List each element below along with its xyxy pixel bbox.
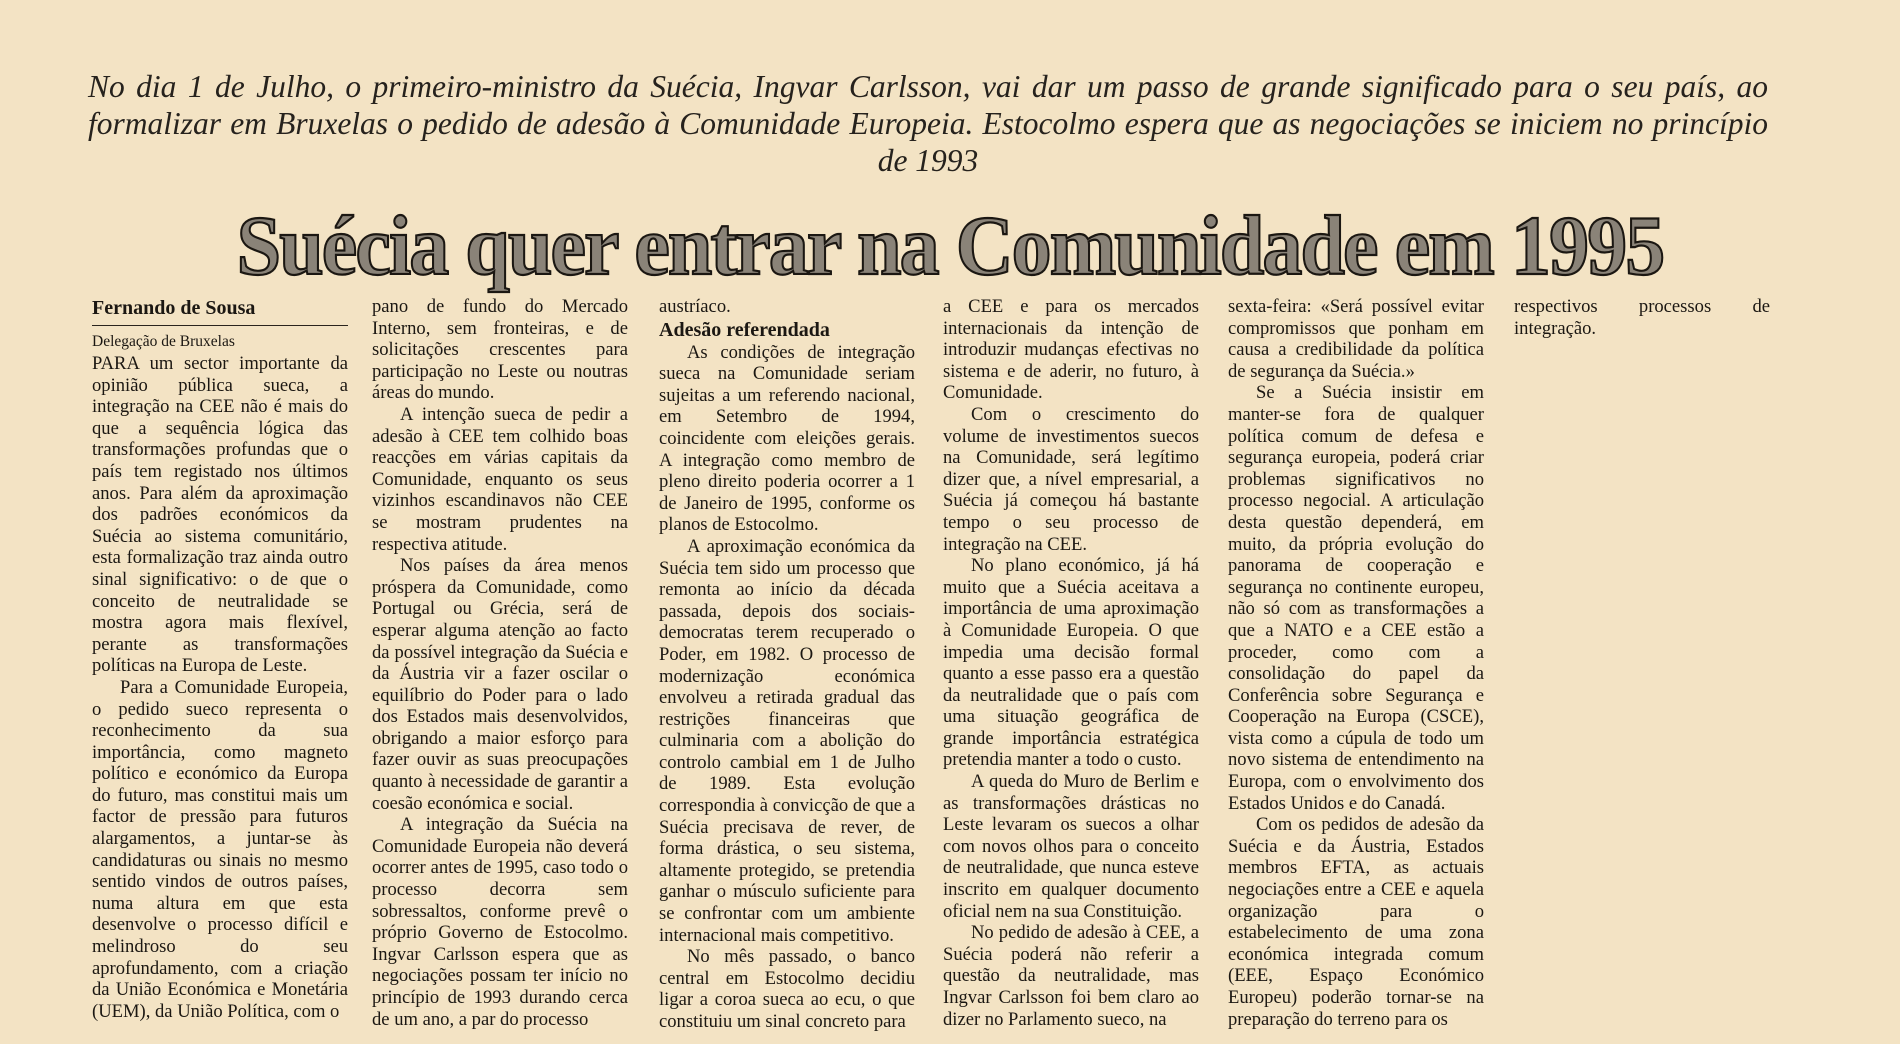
paragraph: austríaco. xyxy=(659,296,731,317)
paragraph: No plano económico, já há muito que a Suécia aceitava a importância de uma aproximação à Comunidade Europeia. O que impedia uma decisão formal quanto a esse passo era a questão da neutralidade que o país com uma situação geográfica de grande importância estratégica pretendia manter a todo o custo. xyxy=(943,555,1199,771)
paragraph: a CEE e para os mercados internacionais da intenção de introduzir mudanças efectivas no sistema e de aderir, no futuro, à Comunidade. xyxy=(943,296,1199,404)
subheading: Adesão referendada xyxy=(659,318,830,341)
byline-rule xyxy=(92,325,348,326)
paragraph: Com os pedidos de adesão da Suécia e da Áustria, Estados membros EFTA, as actuais negociações entre a CEE e aquela organização para o estabelecimento de uma zona económica integrada comum (EEE, Espaço Económico Europeu) poderão tornar-se na preparação do terreno para os xyxy=(1228,814,1484,1030)
dateline: Delegação de Bruxelas xyxy=(92,333,235,350)
column-4 xyxy=(943,296,1199,1030)
paragraph: A intenção sueca de pedir a adesão à CEE tem colhido boas reacções em várias capitais da Comunidade, enquanto os seus vizinhos escandinavos não CEE se mostram prudentes na respectiva atitude. xyxy=(372,403,628,555)
column-5 xyxy=(1228,296,1484,1030)
paragraph: Com o crescimento do volume de investimentos suecos na Comunidade, será legítimo dizer que, a nível empresarial, a Suécia já começou há bastante tempo o seu processo de integração na CEE. xyxy=(943,403,1199,555)
paragraph: Para a Comunidade Europeia, o pedido sueco representa o reconhecimento da sua importância, como magneto político e económico da Europa do futuro, mas constitui mais um factor de pressão para futuros alargamentos, a juntar-se às candidaturas ou sinais no mesmo sentido vindos de outros países, numa altura em que esta desenvolve o processo difícil e melindroso do seu aprofundamento, com a criação da União Económica e Monetária (UEM), da União Política, com o xyxy=(92,676,348,1022)
paragraph: sexta-feira: «Será possível evitar compromissos que ponham em causa a credibilidade da política de segurança da Suécia.» xyxy=(1228,296,1484,382)
paragraph: A queda do Muro de Berlim e as transformações drásticas no Leste levaram os suecos a olhar com novos olhos para o conceito de neutralidade, que nunca esteve inscrito em qualquer documento oficial nem na sua Constituição. xyxy=(943,771,1199,922)
column-1 xyxy=(92,296,348,1022)
column-3 xyxy=(659,296,915,1033)
column-2 xyxy=(372,296,628,1030)
paragraph: A integração da Suécia na Comunidade Europeia não deverá ocorrer antes de 1995, caso todo o processo decorra sem sobressaltos, conforme prevê o próprio Governo de Estocolmo. Ingvar Carlsson espera que as negociações possam ter início no princípio de 1993 durando cerca de um ano, a par do processo xyxy=(372,814,628,1030)
paragraph: pano de fundo do Mercado Interno, sem fronteiras, e de solicitações crescentes para participação no Leste ou noutras áreas do mundo. xyxy=(372,296,628,404)
paragraph: As condições de integração sueca na Comunidade seriam sujeitas a um referendo nacional, em Setembro de 1994, coincidente com eleições gerais. A integração como membro de pleno direito poderia ocorrer a 1 de Janeiro de 1995, conforme os planos de Estocolmo. xyxy=(659,341,915,536)
column-6 xyxy=(1514,296,1770,339)
paragraph: respectivos processos de integração. xyxy=(1514,296,1770,339)
paragraph: No mês passado, o banco central em Estocolmo decidiu ligar a coroa sueca ao ecu, o que constituiu um sinal concreto para xyxy=(659,946,915,1032)
paragraph: Nos países da área menos próspera da Comunidade, como Portugal ou Grécia, será de esperar alguma atenção ao facto da possível integração da Suécia e da Áustria vir a fazer oscilar o equilíbrio do Poder para o lado dos Estados mais desenvolvidos, obrigando a maior esforço para fazer ouvir as suas preocupações quanto à necessidade de garantir a coesão económica e social. xyxy=(372,555,628,814)
article-body xyxy=(0,296,1900,1036)
paragraph: No pedido de adesão à CEE, a Suécia poderá não referir a questão da neutralidade, mas Ingvar Carlsson foi bem claro ao dizer no Parlamento sueco, na xyxy=(943,922,1199,1030)
headline: Suécia quer entrar na Comunidade em 1995 xyxy=(236,199,1664,293)
paragraph: A aproximação económica da Suécia tem sido um processo que remonta ao início da década passada, depois dos sociais-democratas terem recuperado o Poder, em 1982. O processo de modernização económica envolveu a retirada gradual das restrições financeiras que culminaria com a abolição do controlo cambial em 1 de Julho de 1989. Esta evolução correspondia à convicção de que a Suécia precisava de rever, de forma drástica, o seu sistema, altamente protegido, se pretendia ganhar o músculo suficiente para se confrontar com um ambiente internacional mais competitivo. xyxy=(659,535,915,946)
paragraph: PARA um sector importante da opinião pública sueca, a integração na CEE não é mais do que a sequência lógica das transformações profundas que o país tem registado nos últimos anos. Para além da aproximação dos padrões económicos da Suécia ao sistema comunitário, esta formalização traz ainda outro sinal significativo: o de que o conceito de neutralidade se mostra agora mais flexível, perante as transformações políticas na Europa de Leste. xyxy=(92,353,348,677)
paragraph: Se a Suécia insistir em manter-se fora de qualquer política comum de defesa e segurança europeia, poderá criar problemas significativos no processo negocial. A articulação desta questão dependerá, em muito, da própria evolução do panorama de cooperação e segurança no continente europeu, não só com as transformações a que a NATO e a CEE estão a proceder, como com a consolidação do papel da Conferência sobre Segurança e Cooperação na Europa (CSCE), vista como a cúpula de todo um novo sistema de entendimento na Europa, com o envolvimento dos Estados Unidos e do Canadá. xyxy=(1228,382,1484,814)
byline: Fernando de Sousa xyxy=(92,297,256,319)
lead-paragraph: No dia 1 de Julho, o primeiro-ministro da Suécia, Ingvar Carlsson, vai dar um passo de grande significado para o seu país, ao formalizar em Bruxelas o pedido de adesão à Comunidade Europeia. Estocolmo espera que as negociações se iniciem no princípio de 1993 xyxy=(88,69,1768,178)
